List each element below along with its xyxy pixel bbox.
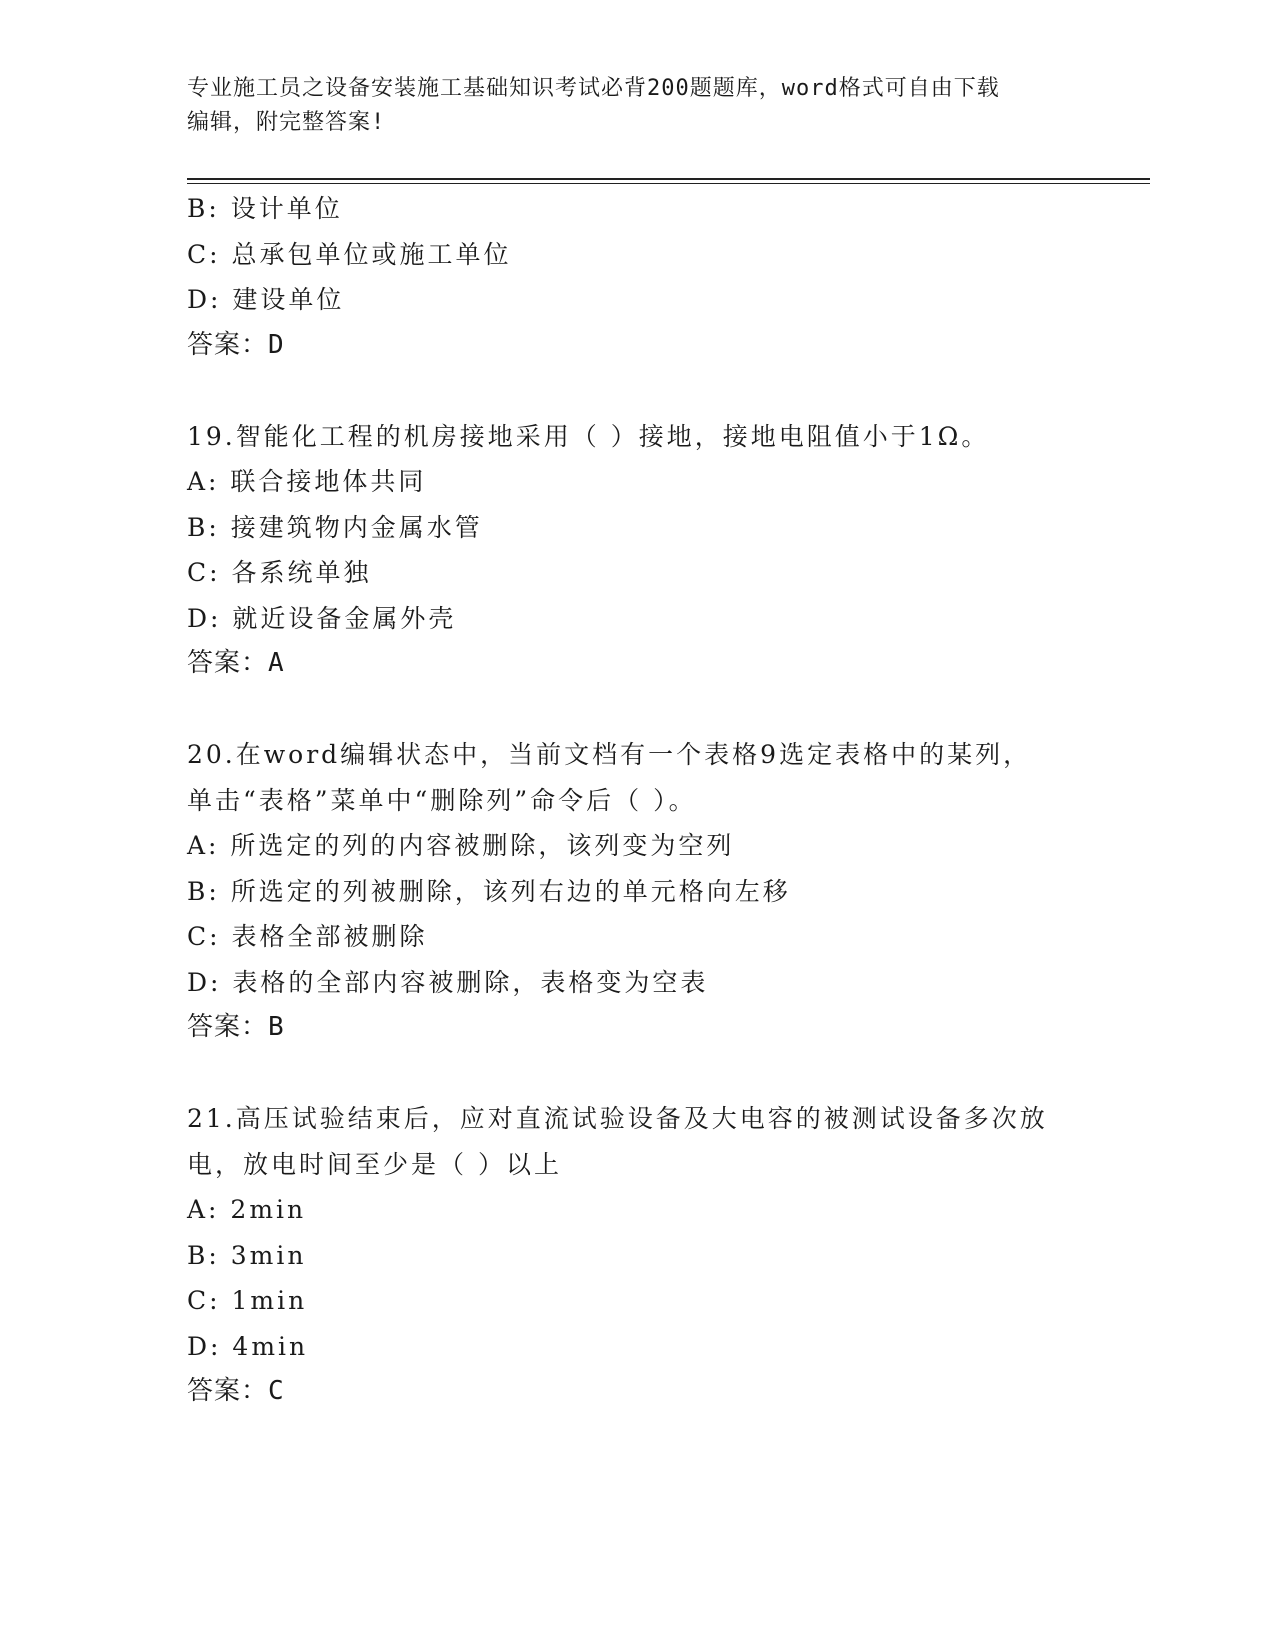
question-18-continuation	[187, 186, 1137, 368]
question-20	[187, 732, 1137, 1051]
option-a: A: 联合接地体共同	[187, 467, 427, 496]
option-d: D: 建设单位	[187, 285, 345, 314]
option-b: B: 3min	[187, 1240, 307, 1270]
option-c: C: 1min	[187, 1286, 308, 1315]
header-title-line-1: 专业施工员之设备安装施工基础知识考试必背200题题库，word格式可自由下载	[187, 76, 1000, 101]
question-content	[187, 186, 1137, 1415]
question-stem-line-2: 电，放电时间至少是（ ）以上	[187, 1149, 562, 1179]
spacer	[187, 687, 1137, 733]
option-b: B: 接建筑物内金属水管	[187, 512, 483, 542]
question-stem-line-1: 20.在word编辑状态中，当前文档有一个表格9选定表格中的某列，	[187, 740, 1032, 769]
question-stem: 19.智能化工程的机房接地采用（ ）接地，接地电阻值小于1Ω。	[187, 421, 990, 451]
option-c: C: 各系统单独	[187, 558, 372, 587]
option-c: C: 总承包单位或施工单位	[187, 239, 512, 269]
answer-line: 答案：B	[187, 1012, 285, 1042]
header-divider-thick	[187, 178, 1150, 180]
option-a: A: 2min	[187, 1195, 307, 1224]
answer-line: 答案：D	[187, 329, 285, 360]
answer-line: 答案：C	[187, 1376, 285, 1406]
option-b: B: 设计单位	[187, 194, 343, 223]
option-b: B: 所选定的列被删除，该列右边的单元格向左移	[187, 876, 791, 906]
option-d: D: 就近设备金属外壳	[187, 603, 457, 633]
option-a: A: 所选定的列的内容被删除，该列变为空列	[187, 831, 735, 860]
question-stem-line-1: 21.高压试验结束后，应对直流试验设备及大电容的被测试设备多次放	[187, 1104, 1048, 1133]
option-d: D: 表格的全部内容被删除，表格变为空表	[187, 967, 709, 997]
header-title-line-2: 编辑，附完整答案!	[187, 110, 386, 135]
spacer	[187, 1051, 1137, 1097]
question-19	[187, 414, 1137, 687]
option-d: D: 4min	[187, 1331, 309, 1361]
answer-line: 答案：A	[187, 648, 285, 678]
header-divider-thin	[187, 183, 1150, 184]
question-stem-line-2: 单击“表格”菜单中“删除列”命令后（ ）。	[187, 785, 697, 815]
spacer	[187, 368, 1137, 414]
question-21	[187, 1096, 1137, 1415]
page-header	[187, 72, 1087, 140]
option-c: C: 表格全部被删除	[187, 922, 428, 951]
